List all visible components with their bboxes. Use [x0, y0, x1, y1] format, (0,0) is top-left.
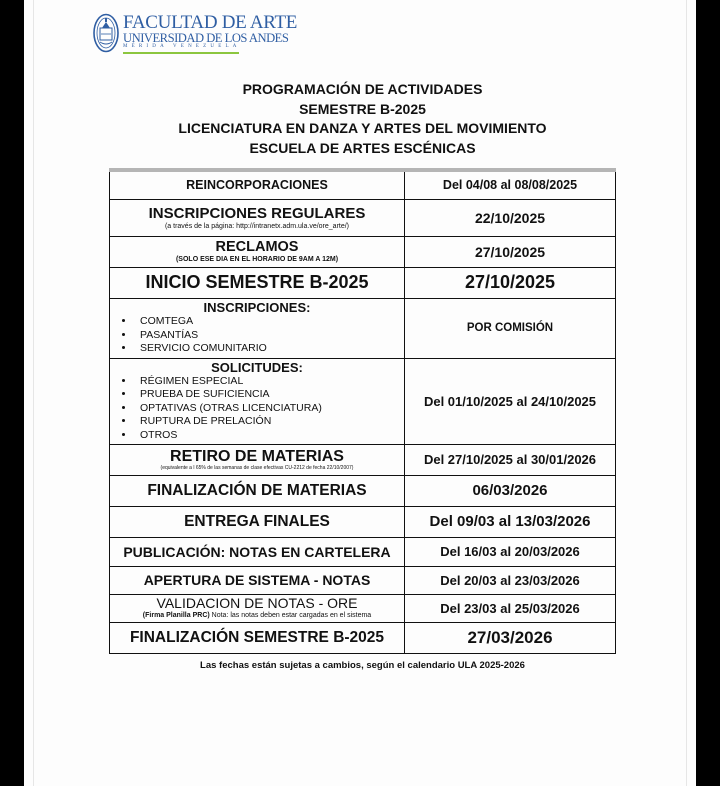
date-cell: 22/10/2025 — [405, 199, 616, 236]
activity-note: (equivalente a l 65% de las semanas de clase efectivas CU-2212 de fecha 22/10/2007) — [160, 465, 354, 471]
activity-label: SOLICITUDES: — [211, 359, 303, 375]
list-item: • RUPTURA DE PRELACIÓN — [135, 415, 404, 428]
activity-cell: PUBLICACIÓN: NOTAS EN CARTELERA — [110, 537, 405, 566]
activity-cell — [110, 594, 405, 622]
logo-subtitle: UNIVERSIDAD DE LOS ANDES — [123, 31, 289, 45]
title-line: LICENCIATURA EN DANZA Y ARTES DEL MOVIMIENTO — [178, 120, 547, 137]
list-item: • PASANTÍAS — [135, 329, 404, 342]
list-item: • SERVICIO COMUNITARIO — [135, 342, 404, 355]
date-cell: POR COMISIÓN — [405, 298, 616, 358]
date-cell: 27/10/2025 — [405, 267, 616, 298]
activity-cell — [110, 444, 405, 475]
activity-note: (SOLO ESE DIA EN EL HORARIO DE 9AM A 12M) — [175, 256, 339, 263]
schedule-table — [109, 168, 616, 654]
item-list — [110, 375, 404, 442]
table-row — [110, 236, 616, 267]
activity-label: RETIRO DE MATERIAS — [170, 448, 344, 465]
list-item: • PRUEBA DE SUFICIENCIA — [135, 388, 404, 401]
table-row — [110, 298, 616, 358]
list-item: • RÉGIMEN ESPECIAL — [135, 375, 404, 388]
date-cell: Del 09/03 al 13/03/2026 — [405, 506, 616, 537]
list-item: • OTROS — [135, 429, 404, 442]
table-row — [110, 170, 616, 199]
disclaimer-footer: Las fechas están sujetas a cambios, según el calendario ULA 2025-2026 — [200, 660, 525, 671]
table-row — [110, 566, 616, 594]
table-row — [110, 444, 616, 475]
activity-cell: ENTREGA FINALES — [110, 506, 405, 537]
table-row — [110, 506, 616, 537]
logo-title: FACULTAD DE ARTE — [123, 12, 298, 33]
activity-cell — [110, 298, 405, 358]
activity-note: (a través de la página: http://intranetx.adm.ula.ve/ore_arte/) — [164, 222, 350, 230]
date-cell: Del 27/10/2025 al 30/01/2026 — [405, 444, 616, 475]
table-row — [110, 267, 616, 298]
table-row — [110, 475, 616, 506]
item-list — [110, 315, 404, 355]
activity-cell: REINCORPORACIONES — [110, 170, 405, 199]
title-line: PROGRAMACIÓN DE ACTIVIDADES — [242, 81, 483, 97]
page-edge — [33, 0, 34, 786]
faculty-logo — [93, 12, 298, 55]
title-line: ESCUELA DE ARTES ESCÉNICAS — [249, 139, 476, 156]
logo-accent-bar — [123, 52, 239, 54]
activity-label: VALIDACION DE NOTAS - ORE — [156, 595, 358, 611]
page-edge — [686, 0, 687, 786]
logo-location: MÉRIDA VENEZUELA — [123, 44, 241, 49]
activity-label: INSCRIPCIONES: — [203, 300, 311, 316]
activity-label: INSCRIPCIONES REGULARES — [148, 204, 366, 222]
activity-cell — [110, 199, 405, 236]
activity-note: Nota: las notas deben estar cargadas en el sistema — [211, 612, 372, 619]
activity-cell: FINALIZACIÓN DE MATERIAS — [110, 475, 405, 506]
table-row — [110, 199, 616, 236]
table-row — [110, 594, 616, 622]
date-cell: 27/03/2026 — [405, 622, 616, 653]
activity-cell: APERTURA DE SISTEMA - NOTAS — [110, 566, 405, 594]
activity-cell: INICIO SEMESTRE B-2025 — [110, 267, 405, 298]
list-item: • COMTEGA — [135, 315, 404, 328]
activity-cell — [110, 358, 405, 444]
date-cell: 06/03/2026 — [405, 475, 616, 506]
university-seal-icon — [93, 13, 119, 53]
table-row — [110, 622, 616, 653]
date-cell: Del 20/03 al 23/03/2026 — [405, 566, 616, 594]
date-cell: 27/10/2025 — [405, 236, 616, 267]
activity-cell: FINALIZACIÓN SEMESTRE B-2025 — [110, 622, 405, 653]
table-row — [110, 358, 616, 444]
activity-note-bold: (Firma Planilla PRC) — [142, 612, 210, 619]
list-item: • OPTATIVAS (OTRAS LICENCIATURA) — [135, 402, 404, 415]
date-cell: Del 01/10/2025 al 24/10/2025 — [405, 358, 616, 444]
document-title-block — [110, 80, 615, 158]
date-cell: Del 23/03 al 25/03/2026 — [405, 594, 616, 622]
table-row — [110, 537, 616, 566]
title-line: SEMESTRE B-2025 — [299, 100, 426, 117]
activity-cell — [110, 236, 405, 267]
date-cell: Del 04/08 al 08/08/2025 — [405, 170, 616, 199]
date-cell: Del 16/03 al 20/03/2026 — [405, 537, 616, 566]
activity-label: RECLAMOS — [215, 239, 299, 255]
